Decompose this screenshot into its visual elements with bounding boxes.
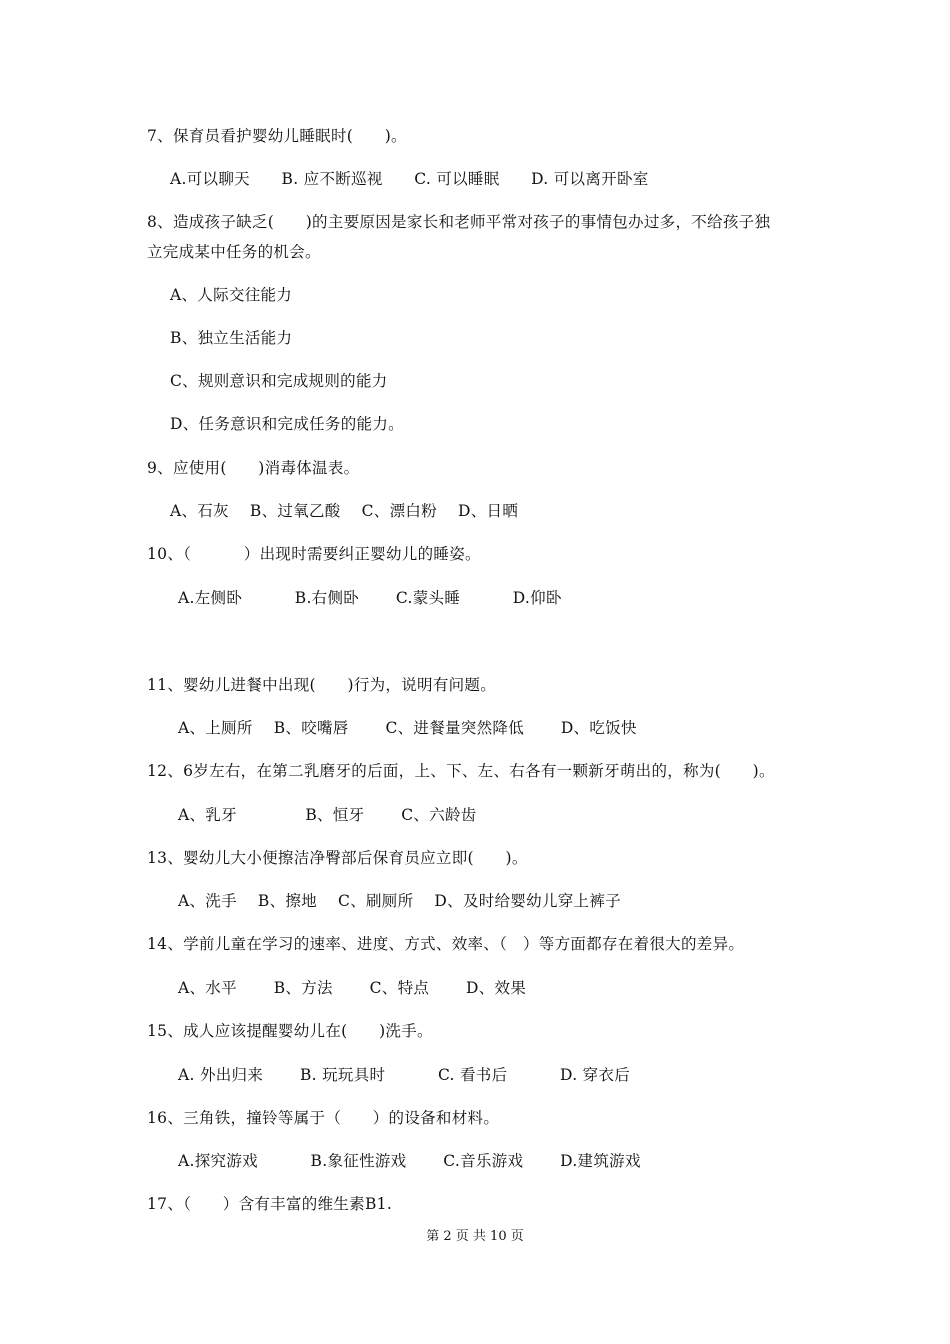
question-8-option-c: C、规则意识和完成规则的能力: [170, 372, 388, 390]
question-7-options: A.可以聊天 B. 应不断巡视 C. 可以睡眠 D. 可以离开卧室: [170, 170, 649, 188]
question-8-option-d: D、任务意识和完成任务的能力。: [170, 415, 404, 433]
question-12-options: A、乳牙 B、恒牙 C、六龄齿: [178, 806, 477, 824]
question-12-stem: 12、6岁左右，在第二乳磨牙的后面，上、下、左、右各有一颗新牙萌出的，称为( )。: [147, 762, 775, 780]
question-13-stem: 13、婴幼儿大小便擦洁净臀部后保育员应立即( )。: [147, 849, 528, 867]
question-10-stem: 10、（ ）出现时需要纠正婴幼儿的睡姿。: [147, 545, 481, 563]
question-7-stem: 7、保育员看护婴幼儿睡眠时( )。: [147, 127, 407, 145]
question-9-options: A、石灰 B、过氧乙酸 C、漂白粉 D、日晒: [170, 502, 519, 520]
question-16-options: A.探究游戏 B.象征性游戏 C.音乐游戏 D.建筑游戏: [178, 1152, 641, 1170]
question-14-stem: 14、学前儿童在学习的速率、进度、方式、效率、（ ）等方面都存在着很大的差异。: [147, 935, 745, 953]
question-9-stem: 9、应使用( )消毒体温表。: [147, 459, 360, 477]
question-8-option-b: B、独立生活能力: [170, 329, 293, 347]
question-8-stem-line1: 8、造成孩子缺乏( )的主要原因是家长和老师平常对孩子的事情包办过多，不给孩子独: [147, 213, 771, 231]
question-17-stem: 17、（ ）含有丰富的维生素B1.: [147, 1195, 393, 1213]
page-number-footer: 第 2 页 共 10 页: [426, 1229, 524, 1244]
question-15-options: A. 外出归来 B. 玩玩具时 C. 看书后 D. 穿衣后: [178, 1066, 631, 1084]
question-10-options: A.左侧卧 B.右侧卧 C.蒙头睡 D.仰卧: [178, 589, 562, 607]
question-16-stem: 16、三角铁，撞铃等属于（ ）的设备和材料。: [147, 1109, 500, 1127]
question-8-option-a: A、人际交往能力: [170, 286, 293, 304]
question-13-options: A、洗手 B、擦地 C、刷厕所 D、及时给婴幼儿穿上裤子: [178, 892, 621, 910]
question-15-stem: 15、成人应该提醒婴幼儿在( )洗手。: [147, 1022, 433, 1040]
question-8-stem-line2: 立完成某中任务的机会。: [147, 243, 321, 261]
question-11-options: A、上厕所 B、咬嘴唇 C、进餐量突然降低 D、吃饭快: [178, 719, 637, 737]
question-14-options: A、水平 B、方法 C、特点 D、效果: [178, 979, 527, 997]
question-11-stem: 11、婴幼儿进餐中出现( )行为，说明有问题。: [147, 676, 497, 694]
